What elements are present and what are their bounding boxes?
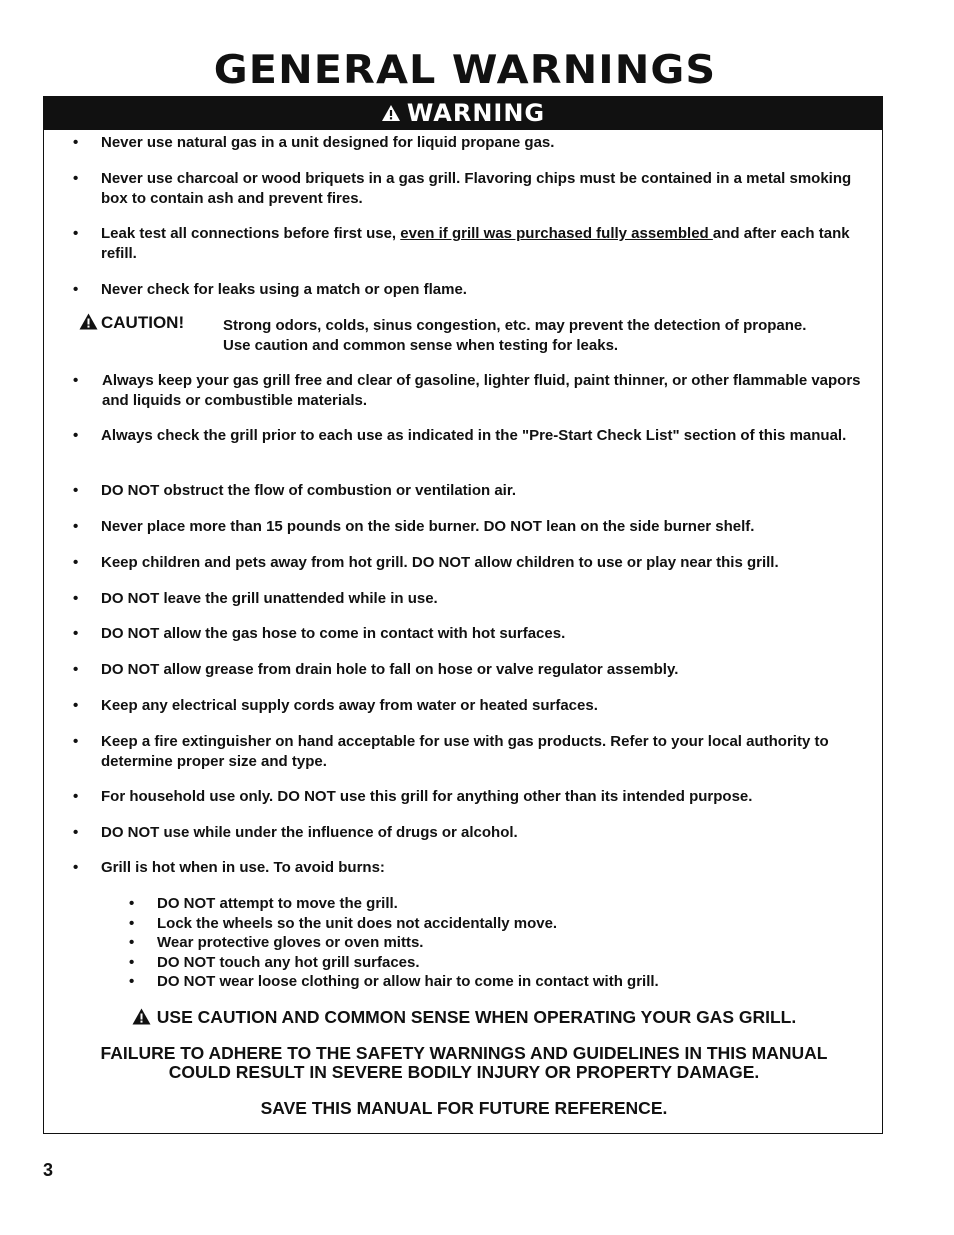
bullet: • (73, 134, 79, 151)
bullet: • (73, 824, 79, 841)
list-item (73, 787, 863, 807)
sub-list-item (129, 933, 829, 953)
leak-test-text-underlined: even if grill was purchased fully assembled (400, 225, 713, 242)
list-item (73, 517, 863, 537)
list-item (73, 426, 863, 446)
list-item (73, 280, 863, 300)
list-item-text: Never place more than 15 pounds on the side burner. DO NOT lean on the side burner shelf. (101, 518, 755, 535)
bullet: • (129, 934, 135, 951)
bullet: • (129, 915, 135, 932)
caution-label (79, 313, 184, 333)
bullet: • (73, 482, 79, 499)
sub-list-item (129, 894, 829, 914)
list-item-text: DO NOT allow the gas hose to come in contact with hot surfaces. (101, 625, 566, 642)
sub-list-item-text: Lock the wheels so the unit does not accidentally move. (157, 915, 558, 932)
bullet: • (73, 733, 79, 750)
list-item-text: Always check the grill prior to each use as indicated in the "Pre-Start Check List" section of this manual. (101, 427, 847, 444)
list-item (73, 624, 863, 644)
bullet: • (73, 661, 79, 678)
bullet: • (73, 590, 79, 607)
bullet: • (73, 788, 79, 805)
list-item-text: DO NOT use while under the influence of drugs or alcohol. (101, 824, 518, 841)
operating-caution-text: USE CAUTION AND COMMON SENSE WHEN OPERATING YOUR GAS GRILL. (156, 1007, 797, 1027)
list-item-text (101, 224, 863, 263)
list-item-text: Keep a fire extinguisher on hand acceptable for use with gas products. Refer to your local authority to determine proper size and type. (101, 733, 829, 770)
caution-label-text: CAUTION! (101, 313, 185, 332)
bullet: • (73, 697, 79, 714)
leak-test-text-before: Leak test all connections before first use, (101, 225, 401, 242)
warning-triangle-icon (132, 1008, 151, 1025)
list-item (73, 732, 863, 771)
list-item (73, 589, 863, 609)
warning-box (43, 96, 883, 1134)
list-item (73, 858, 863, 878)
bullet: • (73, 859, 79, 876)
list-item-text: Grill is hot when in use. To avoid burns: (101, 859, 385, 876)
sub-list-item (129, 972, 829, 992)
bullet: • (73, 625, 79, 642)
bullet: • (73, 427, 79, 444)
list-item-text: DO NOT leave the grill unattended while in use. (101, 590, 438, 607)
list-item-text: Keep children and pets away from hot grill. DO NOT allow children to use or play near this grill. (101, 554, 779, 571)
bullet: • (73, 518, 79, 535)
bullet: • (129, 973, 135, 990)
list-item (73, 660, 863, 680)
list-item (73, 696, 863, 716)
list-item-text: Always keep your gas grill free and clear of gasoline, lighter fluid, paint thinner, or other flammable vapors and liquids or combustible materials. (102, 372, 861, 409)
warning-triangle-icon (381, 98, 401, 131)
warning-triangle-icon (79, 313, 98, 330)
list-item-text: Never check for leaks using a match or open flame. (101, 281, 467, 298)
caution-text: Strong odors, colds, sinus congestion, etc. may prevent the detection of propane. Use caution and common sense when testing for leaks. (223, 317, 807, 354)
bullet: • (73, 281, 79, 298)
list-item-text: DO NOT allow grease from drain hole to fall on hose or valve regulator assembly. (101, 661, 679, 678)
list-item-text: For household use only. DO NOT use this grill for anything other than its intended purpose. (101, 788, 753, 805)
list-item (73, 371, 863, 410)
leak-test-text-after: and after each tank refill. (101, 225, 850, 262)
warning-banner-label: WARNING (406, 99, 546, 127)
list-item-text: Never use charcoal or wood briquets in a gas grill. Flavoring chips must be contained in a metal smoking box to contain ash and prevent fires. (101, 170, 852, 207)
operating-caution-line (44, 1007, 884, 1027)
sub-list-item-text: DO NOT wear loose clothing or allow hair to come in contact with grill. (157, 973, 659, 990)
list-item (73, 133, 863, 153)
list-item-text: Keep any electrical supply cords away from water or heated surfaces. (101, 697, 598, 714)
list-item (73, 553, 863, 573)
failure-warning-line-1: FAILURE TO ADHERE TO THE SAFETY WARNINGS AND GUIDELINES IN THIS MANUAL (100, 1043, 828, 1063)
warning-banner (44, 97, 882, 130)
list-item-text: Never use natural gas in a unit designed for liquid propane gas. (101, 134, 555, 151)
bullet: • (73, 170, 79, 187)
list-item (73, 169, 863, 208)
list-item (73, 224, 863, 263)
bullet: • (73, 372, 79, 389)
list-item (73, 823, 863, 843)
sub-list-item (129, 953, 829, 973)
save-manual-line: SAVE THIS MANUAL FOR FUTURE REFERENCE. (260, 1098, 668, 1118)
list-item (73, 481, 863, 501)
sub-list-item-text: DO NOT touch any hot grill surfaces. (157, 954, 420, 971)
sub-list-item (129, 914, 829, 934)
bullet: • (129, 954, 135, 971)
bullet: • (73, 554, 79, 571)
bullet: • (129, 895, 135, 912)
sub-list-item-text: DO NOT attempt to move the grill. (157, 895, 398, 912)
page-number: 3 (43, 1160, 54, 1180)
page-title: GENERAL WARNINGS (213, 48, 717, 93)
failure-warning-line-2: COULD RESULT IN SEVERE BODILY INJURY OR PROPERTY DAMAGE. (168, 1062, 760, 1082)
caution-block (79, 313, 869, 355)
sub-list-item-text: Wear protective gloves or oven mitts. (157, 934, 424, 951)
bullet: • (73, 225, 79, 242)
list-item-text: DO NOT obstruct the flow of combustion or ventilation air. (101, 482, 517, 499)
